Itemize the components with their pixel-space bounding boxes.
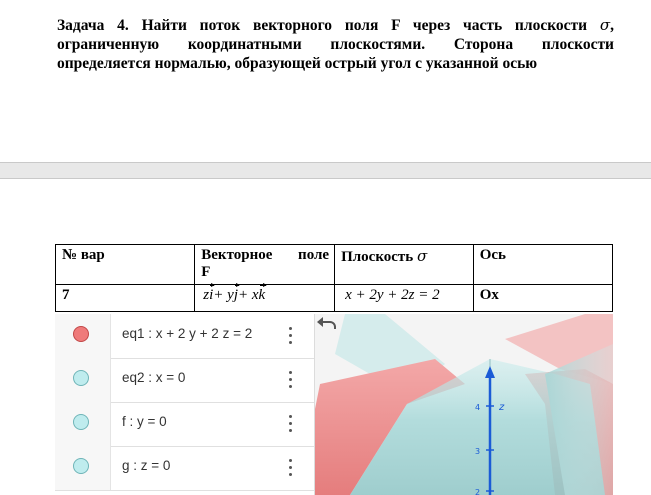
plane-equation: x + 2y + 2z = 2: [345, 287, 440, 303]
geogebra-app: [55, 314, 613, 495]
table-header-row: [56, 245, 613, 285]
algebra-item-label[interactable]: eq2 : x = 0: [122, 370, 186, 385]
task-title: Задача 4.: [57, 17, 129, 34]
more-vertical-icon[interactable]: [287, 457, 295, 479]
algebra-item-eq1[interactable]: [55, 314, 314, 359]
header-variant: № вар: [56, 245, 195, 285]
visibility-toggle[interactable]: [73, 370, 89, 386]
graphics-3d-view[interactable]: [315, 314, 613, 495]
algebra-item-eq2[interactable]: [55, 358, 314, 403]
header-axis: Ось: [473, 245, 612, 285]
cell-plane: [335, 285, 474, 312]
algebra-item-label[interactable]: g : z = 0: [122, 458, 171, 473]
task-line-3: определяется нормалью, образующей острый угол с указанной осью: [57, 55, 538, 72]
more-vertical-icon[interactable]: [287, 413, 295, 435]
task-line-1: Задача 4. Найти поток векторного поля F через часть плоскости σ,: [57, 16, 614, 34]
header-vector-field: Векторное поле F: [195, 245, 335, 285]
tick-label: 2: [475, 488, 481, 495]
page-break: [0, 162, 651, 179]
algebra-item-g[interactable]: [55, 446, 314, 491]
undo-icon[interactable]: [315, 314, 339, 336]
header-plane: Плоскость σ: [335, 245, 474, 285]
tick-label: 3: [475, 447, 481, 456]
algebra-item-label[interactable]: f : y = 0: [122, 414, 167, 429]
vector-field-formula: zi+ yj+ xk: [203, 287, 266, 303]
visibility-toggle[interactable]: [73, 458, 89, 474]
3d-scene[interactable]: [315, 314, 613, 495]
algebra-item-f[interactable]: [55, 402, 314, 447]
sigma-symbol: σ: [599, 16, 611, 34]
algebra-item-label[interactable]: eq1 : x + 2 y + 2 z = 2: [122, 326, 253, 341]
document-page: [0, 0, 651, 162]
tick-label: 4: [475, 403, 481, 412]
visibility-toggle[interactable]: [73, 326, 89, 342]
more-vertical-icon[interactable]: [287, 369, 295, 391]
z-axis-label: z: [499, 402, 505, 413]
cell-vector-field: [195, 285, 335, 312]
visibility-toggle[interactable]: [73, 414, 89, 430]
algebra-view: [55, 314, 315, 495]
task-table: [55, 244, 613, 312]
task-statement: [57, 16, 614, 73]
table-row: [56, 285, 613, 312]
task-line-2: ограниченную координатными плоскостями. Сторона плоскости: [57, 36, 614, 53]
more-vertical-icon[interactable]: [287, 325, 295, 347]
cell-variant: 7: [56, 285, 195, 312]
sigma-symbol: σ: [416, 247, 428, 265]
cell-axis: Ox: [473, 285, 612, 312]
